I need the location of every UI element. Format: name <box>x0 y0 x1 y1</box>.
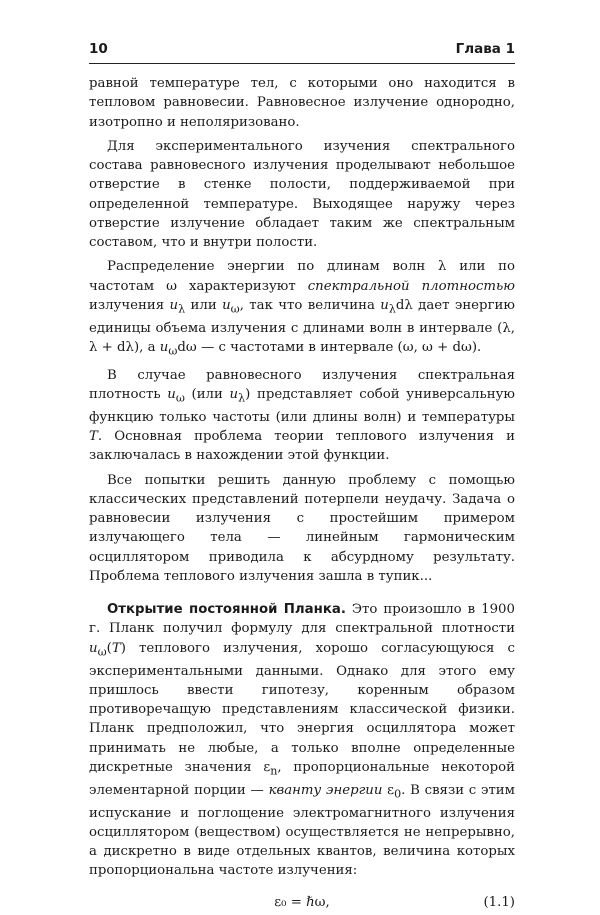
italic-run: u <box>229 387 239 403</box>
section-paragraph <box>89 600 515 880</box>
subscript: ω <box>230 302 240 316</box>
text-run: Для экспериментального изучения спектрального состава равновесного излучения проделывают небольшое отверстие в стенке полости, поддерживаемой при определенной температуре. Выходящее наружу через отверстие излучение обладает таким же спектральным составом, что и внутри полости. <box>89 138 515 250</box>
italic-run: u <box>167 387 176 403</box>
paragraph <box>89 471 515 587</box>
text-run: ( <box>106 640 112 656</box>
page-number: 10 <box>89 41 108 57</box>
chapter-title: Глава 1 <box>455 41 515 57</box>
italic-run: u <box>159 339 169 355</box>
text-run: В случае равновесного излучения спектральная плотность <box>89 367 515 403</box>
paragraph <box>89 257 515 361</box>
equation <box>89 893 515 915</box>
equation-formula: ε₀ = ℏω, <box>274 894 330 910</box>
page <box>89 40 515 915</box>
text-run: или <box>185 297 223 313</box>
paragraph <box>89 74 515 132</box>
subscript: λ <box>178 302 186 316</box>
text-run: dλ дает энергию единицы объема излучения с длинами волн в интервале (λ, λ + dλ), а <box>89 297 515 355</box>
text-run: излучения <box>89 297 170 313</box>
italic-run: T <box>111 640 121 656</box>
subscript: ω <box>97 645 107 659</box>
text-run: (или <box>184 387 230 403</box>
italic-run: спектральной плотностью <box>307 278 515 294</box>
text-run: , пропорциональные некоторой элементарной порции — <box>89 759 515 798</box>
equation-number: (1.1) <box>483 894 515 910</box>
text-run: ε <box>382 782 395 798</box>
subscript: λ <box>388 302 396 316</box>
paragraph <box>89 366 515 466</box>
text-run: dω — с частотами в интервале (ω, ω + dω). <box>177 339 482 355</box>
body-text <box>89 74 515 915</box>
text-run: ) представляет собой универсальную функцию только частоты (или длины волн) и температуры <box>89 387 516 425</box>
italic-run: кванту энергии <box>268 782 383 798</box>
italic-run: u <box>222 297 231 313</box>
text-run: . Основная проблема теории теплового излучения и заключалась в нахождении этой функции. <box>89 429 515 464</box>
text-run: Распределение энергии по длинам волн λ или по частотам ω характеризуют <box>89 259 515 294</box>
text-run: , так что величина <box>239 297 381 313</box>
text-run: равной температуре тел, с которыми оно находится в тепловом равновесии. Равновесное излучение однородно, изотропно и неполяризовано. <box>89 76 515 130</box>
subscript: ω <box>168 344 178 358</box>
text-run: Это произошло в 1900 г. Планк получил формулу для спектральной плотности <box>89 602 515 637</box>
text-run: . В связи с этим испускание и поглощение электромагнитного излучения осциллятором (веществом) осуществляется не непрерывно, а дискретно в виде отдельных квантов, величина которых пропорциональна частоте излучения: <box>89 782 516 879</box>
italic-run: u <box>380 297 389 313</box>
running-head <box>89 40 515 64</box>
text-run: ) теплового излучения, хорошо согласующуюся с экспериментальными данными. Однако для этого ему пришлось ввести гипотезу, коренным образом противоречащую представлениям классической физики. Планк предположил, что энергия осциллятора может принимать не любые, а только вполне определенные дискретные значения ε <box>89 640 515 775</box>
section-runin-heading: Открытие постоянной Планка. <box>107 602 346 618</box>
paragraph <box>89 137 515 253</box>
subscript: 0 <box>394 787 402 801</box>
subscript: ω <box>175 391 185 405</box>
italic-run: u <box>169 297 179 313</box>
italic-run: T <box>89 429 98 445</box>
italic-run: u <box>89 640 98 656</box>
subscript: n <box>270 764 278 778</box>
subscript: λ <box>238 391 246 405</box>
text-run: Все попытки решить данную проблему с помощью классических представлений потерпели неудачу. Задача о равновесии излучения с простейшим примером излучающего тела — линейным гармоническим осциллятором приводила к абсурдному результату. Проблема теплового излучения зашла в тупик... <box>89 472 515 584</box>
